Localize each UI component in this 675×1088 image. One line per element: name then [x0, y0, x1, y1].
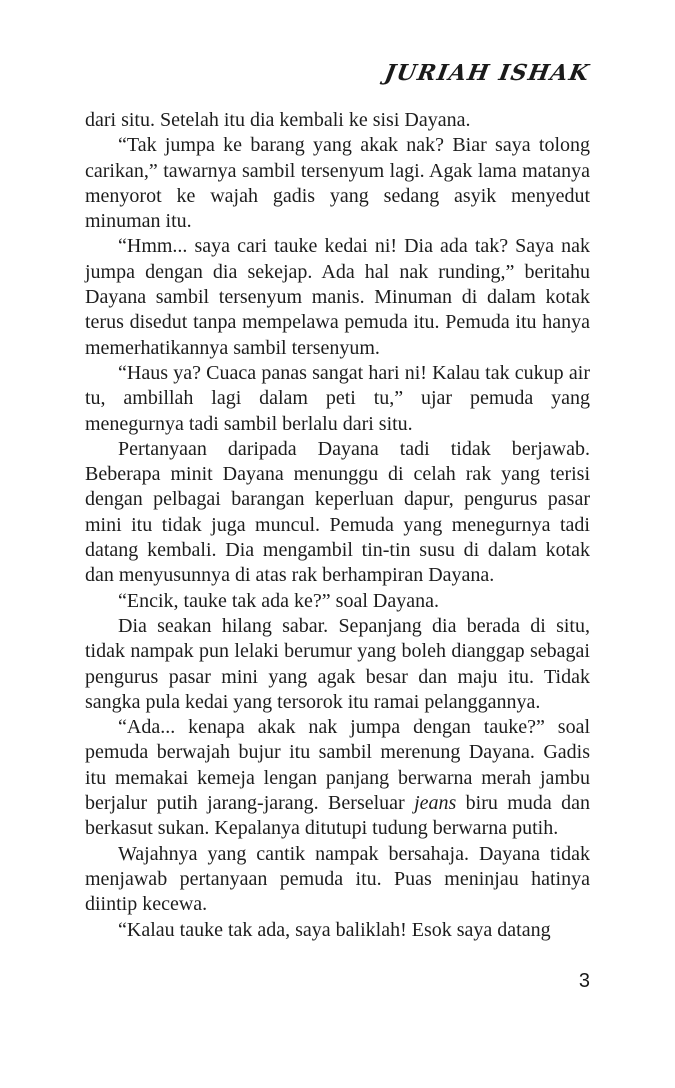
text-segment: “Hmm... saya cari tauke kedai ni! Dia ada tak? Saya nak jumpa dengan dia sekejap. Ada hal nak runding,” beritahu Dayana sambil tersenyum manis. Minuman di dalam kotak terus disedut tanpa mempelawa pemuda itu. Pemuda itu hanya memerhatikannya sambil tersenyum. — [85, 235, 590, 359]
italic-text-segment: jeans — [414, 792, 457, 815]
paragraph — [85, 108, 590, 133]
text-segment: Dia seakan hilang sabar. Sepanjang dia berada di situ, tidak nampak pun lelaki berumur yang boleh dianggap sebagai pengurus pasar mini yang agak besar dan maju itu. Tidak sangka pula kedai yang tersorok itu ramai pelanggannya. — [85, 614, 590, 713]
body-text — [85, 108, 590, 943]
paragraph — [85, 842, 590, 918]
paragraph — [85, 918, 590, 943]
page-footer — [85, 970, 590, 993]
author-name: JURIAH ISHAK — [382, 60, 593, 86]
text-segment: dari situ. Setelah itu dia kembali ke sisi Dayana. — [85, 109, 471, 131]
text-segment: “Kalau tauke tak ada, saya baliklah! Esok saya datang — [118, 918, 551, 941]
paragraph — [85, 715, 590, 841]
running-header — [85, 60, 593, 86]
paragraph — [85, 133, 590, 234]
text-segment: Wajahnya yang cantik nampak bersahaja. Dayana tidak menjawab pertanyaan pemuda itu. Puas meninjau hatinya diintip kecewa. — [85, 842, 590, 916]
paragraph — [85, 361, 590, 437]
paragraph — [85, 234, 590, 360]
paragraph — [85, 614, 590, 715]
text-segment: “Tak jumpa ke barang yang akak nak? Biar saya tolong carikan,” tawarnya sambil tersenyum lagi. Agak lama matanya menyorot ke wajah gadis yang sedang asyik menyedut minuman itu. — [85, 134, 590, 233]
text-segment: biru muda dan berkasut sukan. Kepalanya ditutupi tudung berwarna putih. — [85, 792, 590, 840]
text-segment: “Ada... kenapa akak nak jumpa dengan tauke?” soal pemuda berwajah bujur itu sambil merenung Dayana. Gadis itu memakai kemeja lengan panjang berwarna merah jambu berjalur putih jarang-jarang. Berseluar — [85, 716, 590, 815]
paragraph — [85, 437, 590, 589]
text-segment: “Haus ya? Cuaca panas sangat hari ni! Kalau tak cukup air tu, ambillah lagi dalam peti tu,” ujar pemuda yang menegurnya tadi sambil berlalu dari situ. — [85, 361, 590, 435]
text-segment: “Encik, tauke tak ada ke?” soal Dayana. — [118, 589, 439, 612]
paragraph — [85, 589, 590, 614]
page-number: 3 — [578, 970, 590, 992]
text-segment: Pertanyaan daripada Dayana tadi tidak berjawab. Beberapa minit Dayana menunggu di celah rak yang terisi dengan pelbagai barangan keperluan dapur, pengurus pasar mini itu tidak juga muncul. Pemuda yang menegurnya tadi datang kembali. Dia mengambil tin-tin susu di dalam kotak dan menyusunnya di atas rak berhampiran Dayana. — [85, 437, 590, 587]
